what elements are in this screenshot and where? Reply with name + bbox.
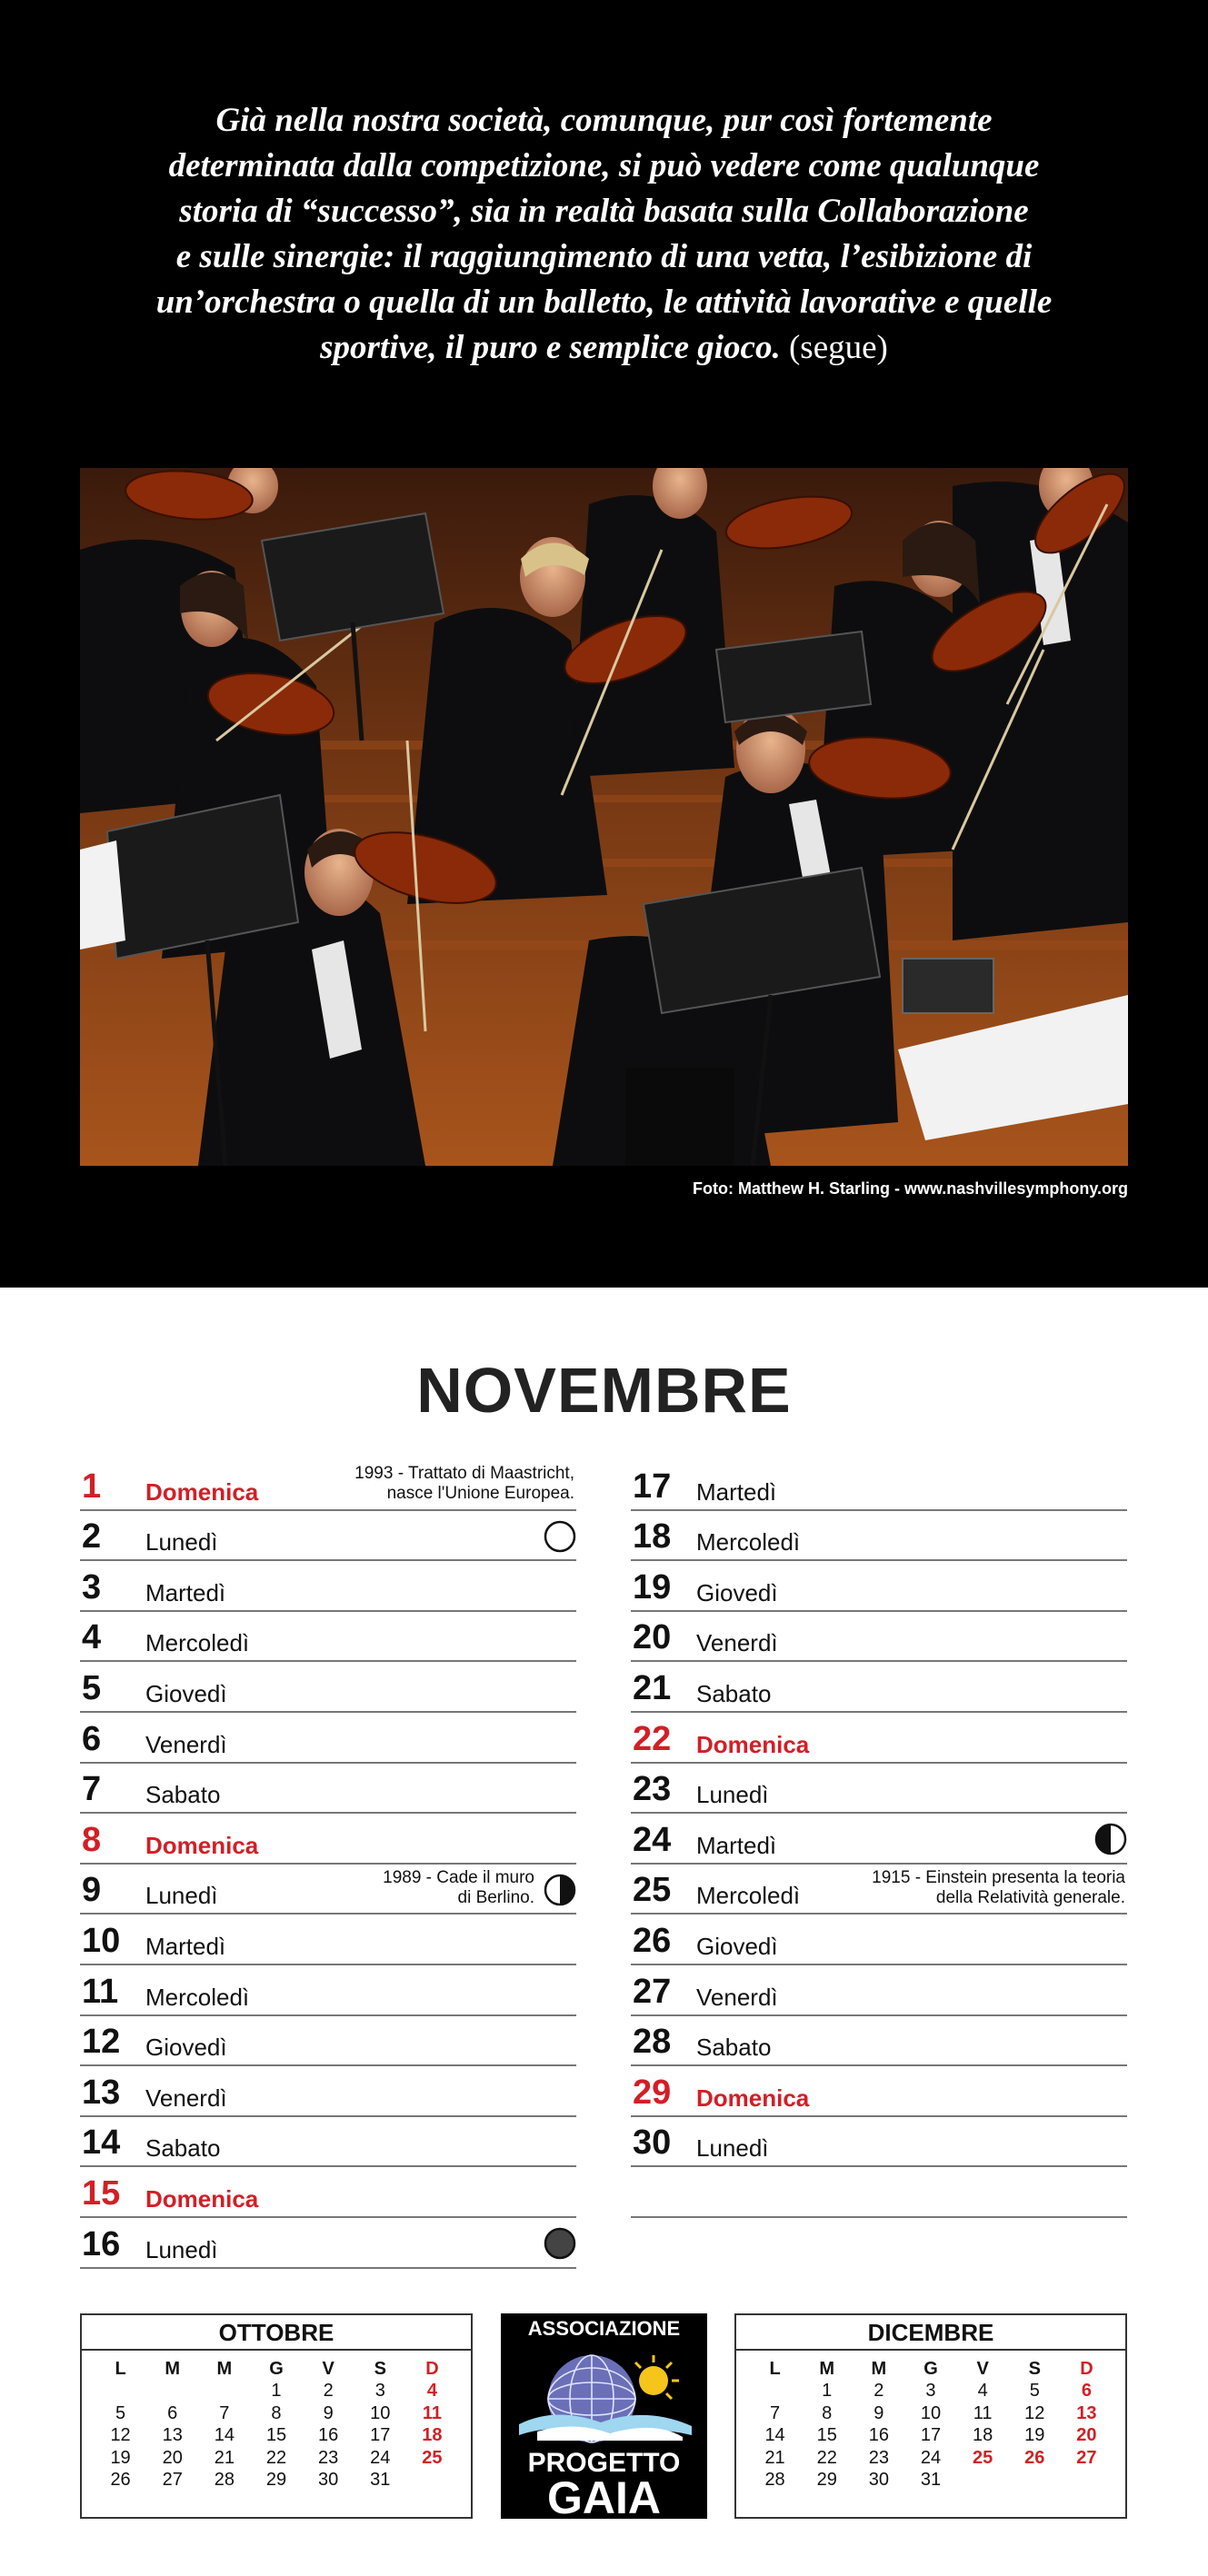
mini-day: 21 xyxy=(214,2447,235,2468)
weekday-header: M xyxy=(165,2358,181,2379)
mini-day: 29 xyxy=(816,2470,837,2491)
new-moon-icon xyxy=(544,2227,576,2260)
mini-day: 1 xyxy=(822,2381,833,2402)
day-name: Lunedì xyxy=(696,1781,769,1809)
days-column-left xyxy=(80,1460,576,2269)
mini-day: 7 xyxy=(770,2402,781,2423)
mini-day: 16 xyxy=(868,2425,889,2446)
mini-day: 11 xyxy=(422,2402,442,2423)
day-number: 4 xyxy=(82,1618,102,1657)
event-note-line: 1993 - Trattato di Maastricht, xyxy=(354,1464,574,1483)
event-note xyxy=(354,1464,574,1504)
day-name: Venerdì xyxy=(696,1983,778,2011)
weekday-header-row xyxy=(95,2358,458,2381)
day-row xyxy=(631,1915,1127,1965)
mini-day: 25 xyxy=(973,2447,993,2468)
mini-calendar-grid xyxy=(749,2358,1113,2491)
mini-day: 22 xyxy=(265,2447,287,2468)
day-name: Lunedì xyxy=(696,2134,769,2163)
day-number: 5 xyxy=(82,1668,102,1707)
day-name: Giovedì xyxy=(145,1679,227,1707)
day-row xyxy=(631,2016,1127,2067)
mini-day: 4 xyxy=(426,2381,437,2402)
mini-day xyxy=(406,2470,458,2492)
weekday-header: G xyxy=(923,2358,938,2379)
mini-calendar-title: OTTOBRE xyxy=(80,2319,473,2351)
intro-quote xyxy=(82,98,1126,371)
day-name: Giovedì xyxy=(145,2034,227,2062)
day-name: Martedì xyxy=(696,1477,777,1506)
mini-day: 14 xyxy=(214,2425,235,2446)
day-number: 29 xyxy=(633,2073,672,2112)
logo-line: ASSOCIAZIONE xyxy=(527,2317,681,2340)
mini-day: 5 xyxy=(1029,2381,1040,2402)
mini-day: 27 xyxy=(162,2470,183,2491)
day-row xyxy=(631,1814,1127,1865)
mini-day: 30 xyxy=(868,2470,889,2491)
day-name: Mercoledì xyxy=(696,1528,801,1557)
day-number: 6 xyxy=(82,1719,102,1758)
day-row xyxy=(80,2016,576,2067)
day-name: Lunedì xyxy=(145,2235,218,2263)
day-row xyxy=(80,1865,576,1915)
day-number: 11 xyxy=(82,1972,119,2011)
day-name: Sabato xyxy=(696,2034,772,2062)
event-note-line: 1989 - Cade il muro xyxy=(383,1867,534,1887)
day-name: Sabato xyxy=(696,1679,772,1707)
mini-day: 20 xyxy=(1076,2425,1097,2446)
mini-day: 30 xyxy=(318,2470,339,2491)
day-name: Giovedì xyxy=(696,1932,778,1960)
day-row xyxy=(80,1764,576,1815)
day-row xyxy=(631,1865,1127,1915)
mini-day xyxy=(146,2381,198,2403)
quote-line: sportive, il puro e semplice gioco. xyxy=(320,329,781,366)
day-row xyxy=(631,1764,1127,1815)
day-row xyxy=(80,2066,576,2117)
mini-day: 26 xyxy=(110,2470,131,2491)
mini-day: 18 xyxy=(973,2425,993,2446)
day-row xyxy=(631,1965,1127,2016)
day-name: Domenica xyxy=(696,2084,810,2112)
day-number: 3 xyxy=(82,1567,102,1606)
mini-day: 10 xyxy=(370,2402,391,2423)
mini-day: 9 xyxy=(874,2402,884,2423)
weekday-header: M xyxy=(819,2358,835,2379)
last-quarter-moon-icon xyxy=(544,1874,576,1906)
mini-calendar-grid xyxy=(95,2358,458,2491)
mini-day: 13 xyxy=(162,2425,183,2446)
day-number: 14 xyxy=(82,2123,121,2163)
mini-calendar-december xyxy=(734,2313,1127,2519)
mini-day: 16 xyxy=(318,2425,339,2446)
day-name: Sabato xyxy=(145,1781,221,1809)
quote-line-last xyxy=(82,325,1126,371)
month-title: NOVEMBRE xyxy=(416,1355,792,1426)
weekday-header: M xyxy=(216,2358,233,2379)
day-name: Venerdì xyxy=(145,2084,227,2112)
day-row xyxy=(631,2066,1127,2117)
day-number: 19 xyxy=(633,1567,672,1606)
mini-day: 29 xyxy=(265,2470,287,2491)
day-row xyxy=(80,2117,576,2168)
mini-day: 4 xyxy=(977,2381,988,2402)
mini-day: 26 xyxy=(1024,2447,1045,2468)
mini-day: 23 xyxy=(868,2447,889,2468)
quote-line: un’orchestra o quella di un balletto, le attività lavorative e quelle xyxy=(155,283,1053,321)
event-note-line: nasce l'Unione Europea. xyxy=(386,1484,574,1503)
day-name: Sabato xyxy=(145,2134,221,2163)
day-number: 15 xyxy=(82,2173,121,2213)
mini-day xyxy=(1061,2470,1113,2492)
mini-day: 17 xyxy=(920,2425,942,2446)
day-row xyxy=(631,2167,1127,2218)
mini-day: 31 xyxy=(920,2470,942,2491)
mini-day: 8 xyxy=(271,2402,282,2423)
days-column-right xyxy=(631,1460,1127,2218)
mini-day: 2 xyxy=(874,2381,884,2402)
week-row xyxy=(749,2402,1113,2425)
quote-line: e sulle sinergie: il raggiungimento di una vetta, l’esibizione di xyxy=(175,238,1033,275)
quote-line: determinata dalla competizione, si può vedere come qualunque xyxy=(168,147,1040,184)
first-quarter-moon-icon xyxy=(1094,1823,1127,1855)
day-row xyxy=(80,1561,576,1612)
weekday-header: S xyxy=(374,2358,386,2379)
day-name: Domenica xyxy=(696,1730,810,1758)
weekday-header: G xyxy=(269,2358,284,2379)
week-row xyxy=(95,2447,458,2470)
day-row xyxy=(80,1965,576,2016)
day-name: Venerdì xyxy=(145,1730,227,1758)
week-row xyxy=(749,2470,1113,2492)
mini-day: 11 xyxy=(973,2402,993,2423)
mini-day xyxy=(1009,2470,1061,2492)
mini-day: 12 xyxy=(110,2425,131,2446)
day-number: 2 xyxy=(82,1517,102,1557)
day-row xyxy=(80,1662,576,1713)
weekday-header: M xyxy=(871,2358,887,2379)
mini-day: 1 xyxy=(271,2381,282,2402)
weekday-header: V xyxy=(322,2358,334,2379)
day-number: 26 xyxy=(633,1921,672,1960)
day-number: 9 xyxy=(82,1871,102,1910)
day-row xyxy=(631,1612,1127,1663)
mini-day: 19 xyxy=(1024,2425,1045,2446)
globe-icon xyxy=(501,2342,707,2452)
mini-day: 5 xyxy=(115,2402,126,2423)
quote-line: Già nella nostra società, comunque, pur così fortemente xyxy=(215,102,993,139)
mini-day: 27 xyxy=(1076,2447,1097,2468)
mini-day: 25 xyxy=(422,2447,443,2468)
mini-day: 20 xyxy=(162,2447,183,2468)
day-number: 24 xyxy=(633,1820,672,1859)
weekday-header: V xyxy=(976,2358,989,2379)
event-note-line: 1915 - Einstein presenta la teoria xyxy=(872,1867,1125,1887)
mini-day: 19 xyxy=(110,2447,131,2468)
day-row xyxy=(80,1713,576,1764)
mini-day: 18 xyxy=(422,2425,443,2446)
mini-day: 21 xyxy=(764,2447,785,2468)
weekday-header: D xyxy=(425,2358,439,2379)
mini-day xyxy=(749,2381,801,2403)
day-name: Lunedì xyxy=(145,1882,218,1910)
mini-day: 15 xyxy=(265,2425,287,2446)
week-row xyxy=(95,2425,458,2448)
mini-day: 17 xyxy=(370,2425,391,2446)
day-row xyxy=(631,1713,1127,1764)
mini-day: 7 xyxy=(219,2402,230,2423)
day-row xyxy=(80,1511,576,1562)
day-name: Martedì xyxy=(696,1831,777,1859)
week-row xyxy=(749,2425,1113,2448)
day-number: 17 xyxy=(633,1467,672,1506)
weekday-header-row xyxy=(749,2358,1113,2381)
day-name: Lunedì xyxy=(145,1528,218,1557)
mini-day: 2 xyxy=(323,2381,334,2402)
day-number: 30 xyxy=(633,2123,672,2163)
day-row xyxy=(631,2117,1127,2168)
day-row xyxy=(631,1511,1127,1562)
day-name: Domenica xyxy=(145,1477,259,1506)
day-number: 8 xyxy=(82,1820,102,1859)
day-row xyxy=(80,1460,576,1511)
day-number: 22 xyxy=(633,1719,672,1758)
day-row xyxy=(80,1915,576,1965)
mini-day: 3 xyxy=(925,2381,936,2402)
weekday-header: L xyxy=(115,2358,126,2379)
day-row xyxy=(80,1814,576,1865)
day-name: Giovedì xyxy=(696,1578,778,1606)
day-number: 10 xyxy=(82,1921,121,1960)
day-number: 7 xyxy=(82,1770,102,1809)
day-row xyxy=(631,1460,1127,1511)
mini-day: 31 xyxy=(370,2470,391,2491)
quote-continues: (segue) xyxy=(788,329,888,366)
mini-day: 6 xyxy=(1081,2381,1092,2402)
day-number: 1 xyxy=(82,1467,102,1506)
day-number: 16 xyxy=(82,2224,121,2263)
logo-progetto-gaia xyxy=(501,2313,707,2523)
day-name: Mercoledì xyxy=(145,1629,250,1657)
event-note-line: della Relatività generale. xyxy=(935,1887,1125,1907)
weekday-header: S xyxy=(1028,2358,1041,2379)
week-row xyxy=(749,2447,1113,2470)
mini-day: 9 xyxy=(323,2402,334,2423)
day-name: Domenica xyxy=(145,1831,259,1859)
day-number: 18 xyxy=(633,1517,672,1557)
weekday-header: D xyxy=(1080,2358,1093,2379)
day-number: 21 xyxy=(633,1668,672,1707)
logo-line: PROGETTO xyxy=(527,2448,681,2478)
day-name: Mercoledì xyxy=(696,1882,801,1910)
mini-day: 28 xyxy=(764,2470,785,2491)
logo-line: GAIA xyxy=(547,2472,661,2523)
day-number: 25 xyxy=(633,1871,672,1910)
mini-day: 23 xyxy=(318,2447,339,2468)
event-note-line: di Berlino. xyxy=(457,1887,534,1907)
day-name: Venerdì xyxy=(696,1629,778,1657)
mini-day: 15 xyxy=(816,2425,837,2446)
day-number: 12 xyxy=(82,2023,121,2062)
mini-day: 13 xyxy=(1076,2402,1097,2423)
weekday-header: L xyxy=(769,2358,781,2379)
orchestra-photo xyxy=(80,468,1128,1166)
mini-day xyxy=(957,2470,1009,2492)
day-name: Martedì xyxy=(145,1932,226,1960)
week-row xyxy=(95,2402,458,2425)
mini-day xyxy=(198,2381,250,2403)
quote-line: storia di “successo”, sia in realtà basata sulla Collaborazione xyxy=(179,193,1029,230)
full-moon-icon xyxy=(544,1520,576,1553)
event-note xyxy=(872,1868,1125,1908)
day-number: 23 xyxy=(633,1770,672,1809)
mini-day xyxy=(95,2381,146,2403)
day-number: 20 xyxy=(633,1618,672,1657)
mini-day: 6 xyxy=(167,2402,178,2423)
mini-day: 28 xyxy=(214,2470,235,2491)
day-name: Mercoledì xyxy=(145,1983,250,2011)
day-number: 27 xyxy=(633,1972,672,2011)
week-row xyxy=(749,2381,1113,2403)
photo-credit: Foto: Matthew H. Starling - www.nashvillesymphony.org xyxy=(692,1179,1128,1198)
mini-day: 14 xyxy=(764,2425,785,2446)
day-row xyxy=(80,1612,576,1663)
week-row xyxy=(95,2381,458,2403)
event-note xyxy=(383,1868,534,1908)
day-row xyxy=(631,1662,1127,1713)
day-name: Domenica xyxy=(145,2184,259,2213)
mini-day: 12 xyxy=(1024,2402,1045,2423)
day-row xyxy=(80,2218,576,2269)
mini-day: 22 xyxy=(816,2447,837,2468)
mini-day: 10 xyxy=(920,2402,942,2423)
mini-calendar-october xyxy=(80,2313,473,2519)
day-row xyxy=(631,1561,1127,1612)
mini-day: 24 xyxy=(370,2447,391,2468)
day-number: 28 xyxy=(633,2023,672,2062)
day-row xyxy=(80,2167,576,2218)
mini-calendar-title: DICEMBRE xyxy=(734,2319,1127,2351)
day-number: 13 xyxy=(82,2073,121,2112)
mini-day: 8 xyxy=(822,2402,833,2423)
mini-day: 24 xyxy=(920,2447,942,2468)
day-name: Martedì xyxy=(145,1578,226,1606)
week-row xyxy=(95,2470,458,2492)
mini-day: 3 xyxy=(374,2381,385,2402)
